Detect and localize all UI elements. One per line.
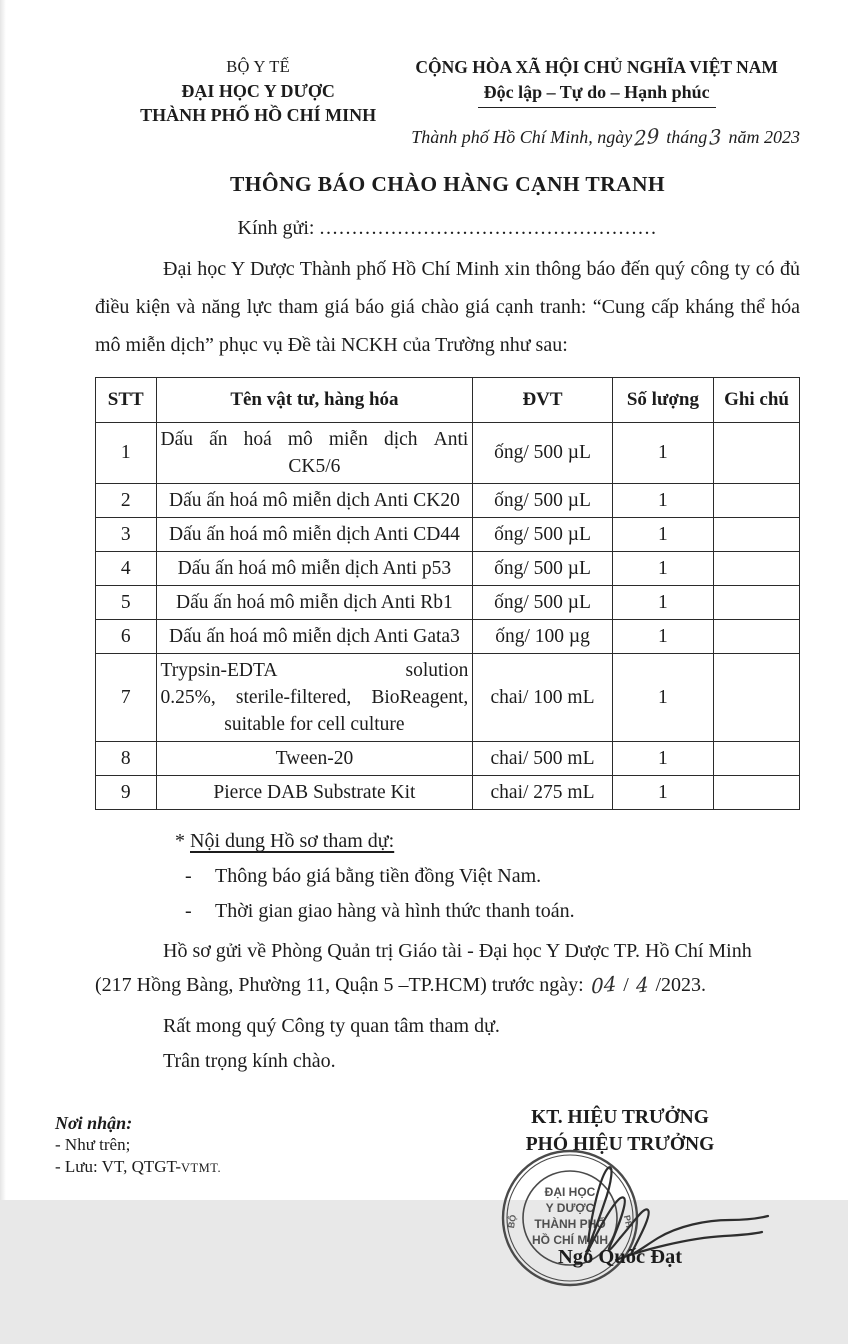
cell-dvt: chai/ 275 mL: [473, 776, 612, 810]
closing-line-2: Trân trọng kính chào.: [163, 1050, 336, 1072]
cell-name: Tween-20: [156, 742, 473, 776]
cell-qty: 1: [612, 423, 713, 484]
document-title: THÔNG BÁO CHÀO HÀNG CẠNH TRANH: [229, 172, 666, 196]
submission-line2: [95, 968, 800, 1002]
national-motto-block: [393, 55, 800, 151]
table-row: [96, 586, 800, 620]
dash-bullet: -: [185, 865, 192, 887]
national-motto: Độc lập – Tự do – Hạnh phúc: [483, 82, 710, 102]
cell-qty: 1: [612, 484, 713, 518]
cell-dvt: ống/ 100 µg: [473, 620, 612, 654]
dateline: [393, 123, 800, 151]
cell-stt: 3: [96, 518, 157, 552]
cell-qty: 1: [612, 654, 713, 742]
recipients-item: - Như trên;: [55, 1135, 131, 1154]
salutation-line: [0, 217, 848, 240]
cell-name: Dấu ấn hoá mô miễn dịch Anti p53: [156, 552, 473, 586]
salutation-label: Kính gửi:: [237, 217, 315, 239]
signature-block: [440, 1104, 800, 1268]
cell-dvt: chai/ 100 mL: [473, 654, 612, 742]
dossier-item: [185, 859, 800, 894]
cell-name: Dấu ấn hoá mô miễn dịch Anti CK5/6: [156, 423, 473, 484]
cell-stt: 8: [96, 742, 157, 776]
dateline-prefix: Thành phố Hồ Chí Minh, ngày: [411, 127, 633, 147]
submission-year: /2023.: [655, 974, 707, 996]
dossier-heading: [175, 824, 800, 859]
dossier-item-text: Thời gian giao hàng và hình thức thanh toán.: [215, 900, 575, 922]
table-header-row: [96, 378, 800, 423]
cell-dvt: ống/ 500 µL: [473, 484, 612, 518]
official-stamp-and-signature: [492, 1136, 792, 1306]
dossier-item: [185, 894, 800, 929]
svg-text:BỘ: BỘ: [505, 1213, 519, 1229]
handwritten-deadline-month: 4: [635, 972, 649, 998]
cell-name: Dấu ấn hoá mô miễn dịch Anti CD44: [156, 518, 473, 552]
stamp-line-3: THÀNH PHỐ: [534, 1217, 606, 1231]
stamp-line-2: Y DƯỢC: [545, 1201, 595, 1215]
university-name: ĐẠI HỌC Y DƯỢC: [181, 81, 335, 101]
table-row: [96, 518, 800, 552]
column-header-3: ĐVT: [473, 378, 612, 423]
cell-note: [714, 620, 800, 654]
signer-title-1: KT. HIỆU TRƯỞNG: [531, 1107, 709, 1128]
dossier-heading-text: Nội dung Hồ sơ tham dự:: [190, 830, 395, 852]
cell-qty: 1: [612, 518, 713, 552]
stamp-line-4: HỒ CHÍ MINH: [532, 1233, 608, 1247]
table-row: [96, 776, 800, 810]
handwritten-day: 29: [634, 123, 660, 151]
cell-stt: 7: [96, 654, 157, 742]
cell-qty: 1: [612, 586, 713, 620]
dossier-section: [0, 824, 848, 929]
cell-note: [714, 423, 800, 484]
cell-dvt: ống/ 500 µL: [473, 518, 612, 552]
recipients-item-text: - Lưu: VT, QTGT-: [55, 1157, 181, 1176]
slash: /: [623, 974, 629, 996]
signer-name: Ngô Quốc Đạt: [558, 1246, 683, 1268]
cell-name: Dấu ấn hoá mô miễn dịch Anti Rb1: [156, 586, 473, 620]
dateline-suffix: năm 2023: [728, 127, 800, 147]
cell-stt: 2: [96, 484, 157, 518]
cell-dvt: ống/ 500 µL: [473, 423, 612, 484]
cell-qty: 1: [612, 620, 713, 654]
cell-note: [714, 586, 800, 620]
column-header-1: STT: [96, 378, 157, 423]
signer-title-2: PHÓ HIỆU TRƯỞNG: [525, 1134, 715, 1155]
handwritten-month: 3: [709, 124, 723, 150]
cell-note: [714, 484, 800, 518]
goods-table: [95, 377, 800, 810]
cell-qty: 1: [612, 552, 713, 586]
recipients-block: [55, 1112, 221, 1179]
submission-line1: Hồ sơ gửi về Phòng Quản trị Giáo tài - Đại học Y Dược TP. Hồ Chí Minh: [163, 940, 752, 962]
cell-stt: 9: [96, 776, 157, 810]
cell-stt: 5: [96, 586, 157, 620]
cell-qty: 1: [612, 742, 713, 776]
cell-name: Dấu ấn hoá mô miễn dịch Anti Gata3: [156, 620, 473, 654]
cell-note: [714, 552, 800, 586]
cell-note: [714, 654, 800, 742]
column-header-5: Ghi chú: [714, 378, 800, 423]
national-title: CỘNG HÒA XÃ HỘI CHỦ NGHĨA VIỆT NAM: [415, 57, 778, 77]
stamp-line-1: ĐẠI HỌC: [544, 1185, 596, 1199]
cell-dvt: ống/ 500 µL: [473, 586, 612, 620]
document-footer: [0, 1104, 848, 1344]
cell-note: [714, 776, 800, 810]
ministry-name: BỘ Y TẾ: [226, 57, 291, 76]
salutation-dotted-line: ....................................................: [319, 217, 658, 239]
svg-text:PH: PH: [621, 1214, 635, 1229]
cell-qty: 1: [612, 776, 713, 810]
submission-paragraph: [0, 935, 848, 1002]
column-header-2: Tên vật tư, hàng hóa: [156, 378, 473, 423]
cell-dvt: ống/ 500 µL: [473, 552, 612, 586]
table-row: [96, 742, 800, 776]
handwritten-deadline-day: 04: [590, 971, 617, 999]
table-row: [96, 484, 800, 518]
table-row: [96, 552, 800, 586]
cell-name: Trypsin-EDTA solution 0.25%, sterile-filtered, BioReagent, suitable for cell culture: [156, 654, 473, 742]
cell-note: [714, 518, 800, 552]
document-header: [0, 0, 848, 151]
star-bullet: *: [175, 830, 185, 852]
cell-stt: 6: [96, 620, 157, 654]
table-row: [96, 423, 800, 484]
cell-stt: 1: [96, 423, 157, 484]
recipients-item: [55, 1156, 221, 1179]
submission-line2-prefix: (217 Hồng Bàng, Phường 11, Quận 5 –TP.HCM) trước ngày:: [95, 974, 584, 996]
closing-line-1: Rất mong quý Công ty quan tâm tham dự.: [163, 1015, 500, 1037]
dash-bullet: -: [185, 900, 192, 922]
cell-stt: 4: [96, 552, 157, 586]
cell-name: Pierce DAB Substrate Kit: [156, 776, 473, 810]
table-row: [96, 620, 800, 654]
cell-name: Dấu ấn hoá mô miễn dịch Anti CK20: [156, 484, 473, 518]
dossier-item-text: Thông báo giá bằng tiền đồng Việt Nam.: [215, 865, 542, 887]
recipients-label: Nơi nhận:: [55, 1113, 133, 1133]
cell-note: [714, 742, 800, 776]
dateline-middle: tháng: [666, 127, 708, 147]
university-city: THÀNH PHỐ HỒ CHÍ MINH: [140, 105, 377, 125]
motto-underline: [478, 107, 716, 108]
issuing-org-block: [95, 55, 393, 148]
intro-paragraph: Đại học Y Dược Thành phố Hồ Chí Minh xin thông báo đến quý công ty có đủ điều kiện và năng lực tham giá báo giá chào giá cạnh tranh: “Cung cấp kháng thể hóa mô miễn dịch” phục vụ Đề tài NCKH của Trường như sau:: [95, 258, 800, 356]
cell-dvt: chai/ 500 mL: [473, 742, 612, 776]
table-row: [96, 654, 800, 742]
recipients-item-smallcaps: VTMT.: [181, 1161, 222, 1175]
column-header-4: Số lượng: [612, 378, 713, 423]
